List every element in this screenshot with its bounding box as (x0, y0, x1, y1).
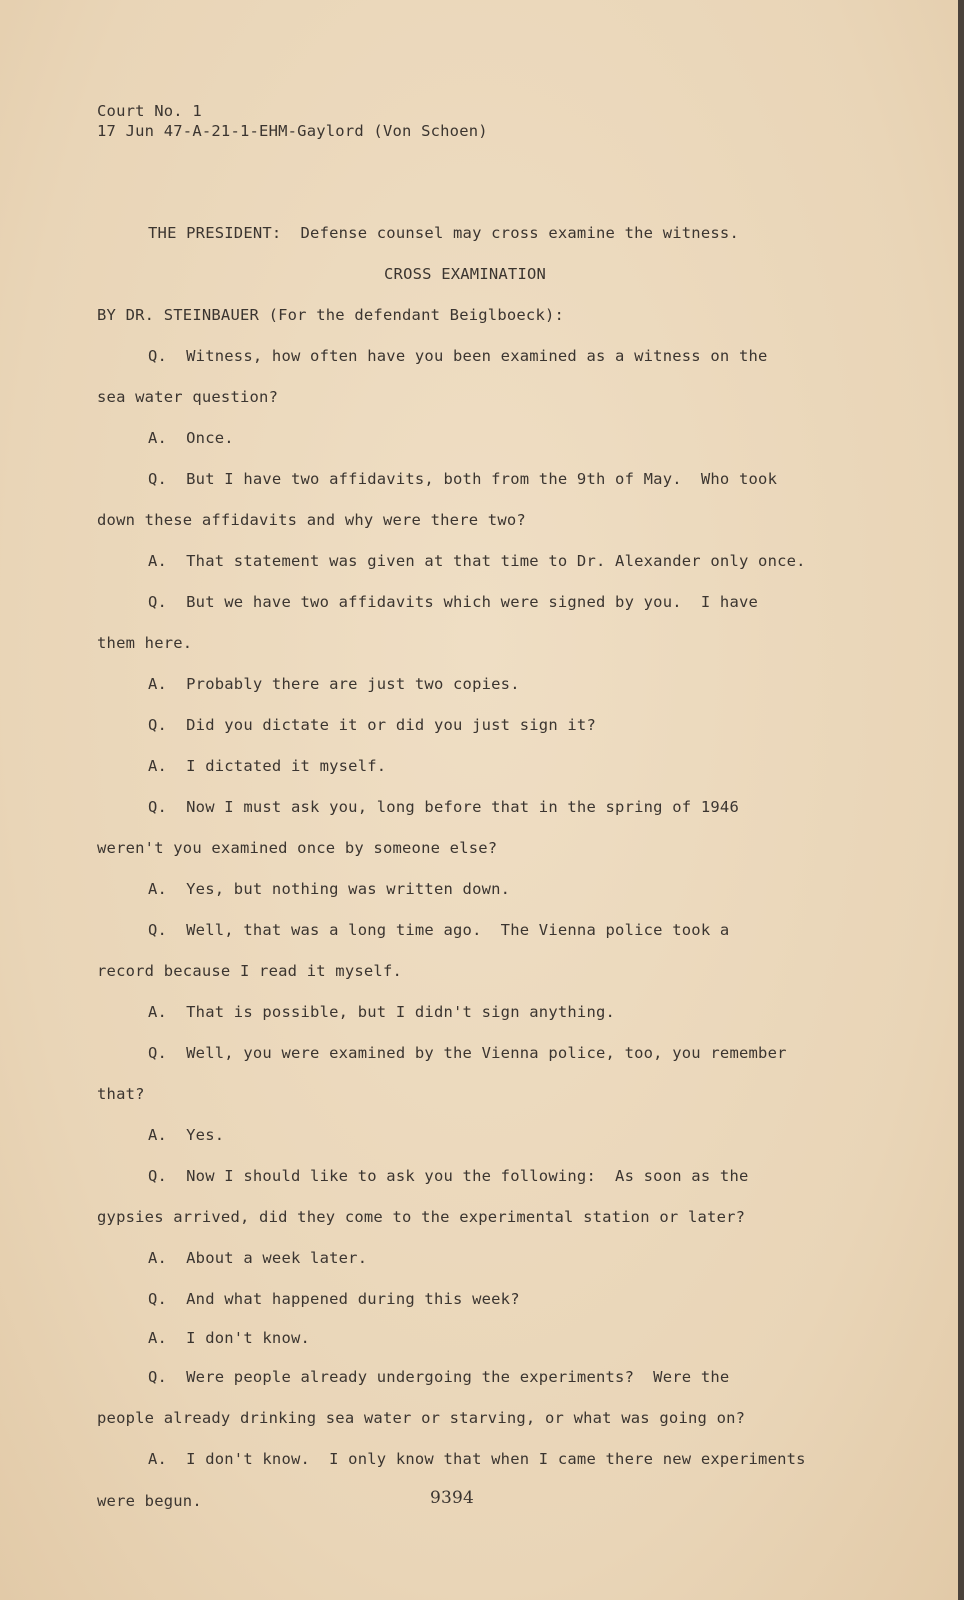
transcript-line: Q. But we have two affidavits which were signed by you. I have (148, 593, 759, 611)
transcript-line: down these affidavits and why were there two? (97, 511, 526, 529)
transcript-line: Q. Now I should like to ask you the following: As soon as the (148, 1167, 749, 1185)
transcript-line: that? (97, 1085, 145, 1103)
president-statement: THE PRESIDENT: Defense counsel may cross examine the witness. (148, 224, 739, 242)
transcript-line: gypsies arrived, did they come to the experimental station or later? (97, 1208, 746, 1226)
court-number: Court No. 1 (97, 102, 202, 120)
transcript-line: were begun. (97, 1492, 202, 1510)
transcript-line: A. Once. (148, 429, 234, 447)
transcript-line: A. Yes. (148, 1126, 225, 1144)
section-title: CROSS EXAMINATION (384, 265, 547, 283)
transcript-line: A. I don't know. (148, 1329, 311, 1347)
transcript-line: A. Yes, but nothing was written down. (148, 880, 511, 898)
transcript-line: them here. (97, 634, 193, 652)
transcript-line: A. I dictated it myself. (148, 757, 387, 775)
transcript-line: Q. Well, you were examined by the Vienna police, too, you remember (148, 1044, 787, 1062)
transcript-reference: 17 Jun 47-A-21-1-EHM-Gaylord (Von Schoen) (97, 122, 488, 140)
examiner-line: BY DR. STEINBAUER (For the defendant Beiglboeck): (97, 306, 565, 324)
transcript-line: Q. But I have two affidavits, both from the 9th of May. Who took (148, 470, 778, 488)
transcript-line: A. Probably there are just two copies. (148, 675, 520, 693)
transcript-line: Q. Well, that was a long time ago. The Vienna police took a (148, 921, 730, 939)
transcript-line: sea water question? (97, 388, 279, 406)
page-number: 9394 (430, 1488, 475, 1508)
transcript-line: A. That is possible, but I didn't sign anything. (148, 1003, 616, 1021)
transcript-line: A. About a week later. (148, 1249, 368, 1267)
transcript-line: Q. Now I must ask you, long before that in the spring of 1946 (148, 798, 739, 816)
transcript-line: record because I read it myself. (97, 962, 403, 980)
transcript-line: A. That statement was given at that time to Dr. Alexander only once. (148, 552, 806, 570)
transcript-line: Q. Were people already undergoing the experiments? Were the (148, 1368, 730, 1386)
transcript-line: Q. Witness, how often have you been examined as a witness on the (148, 347, 768, 365)
transcript-line: Q. And what happened during this week? (148, 1290, 520, 1308)
transcript-line: A. I don't know. I only know that when I came there new experiments (148, 1450, 806, 1468)
transcript-line: weren't you examined once by someone else? (97, 839, 498, 857)
page-edge-shadow (958, 0, 964, 1600)
transcript-line: people already drinking sea water or starving, or what was going on? (97, 1409, 746, 1427)
transcript-line: Q. Did you dictate it or did you just sign it? (148, 716, 596, 734)
